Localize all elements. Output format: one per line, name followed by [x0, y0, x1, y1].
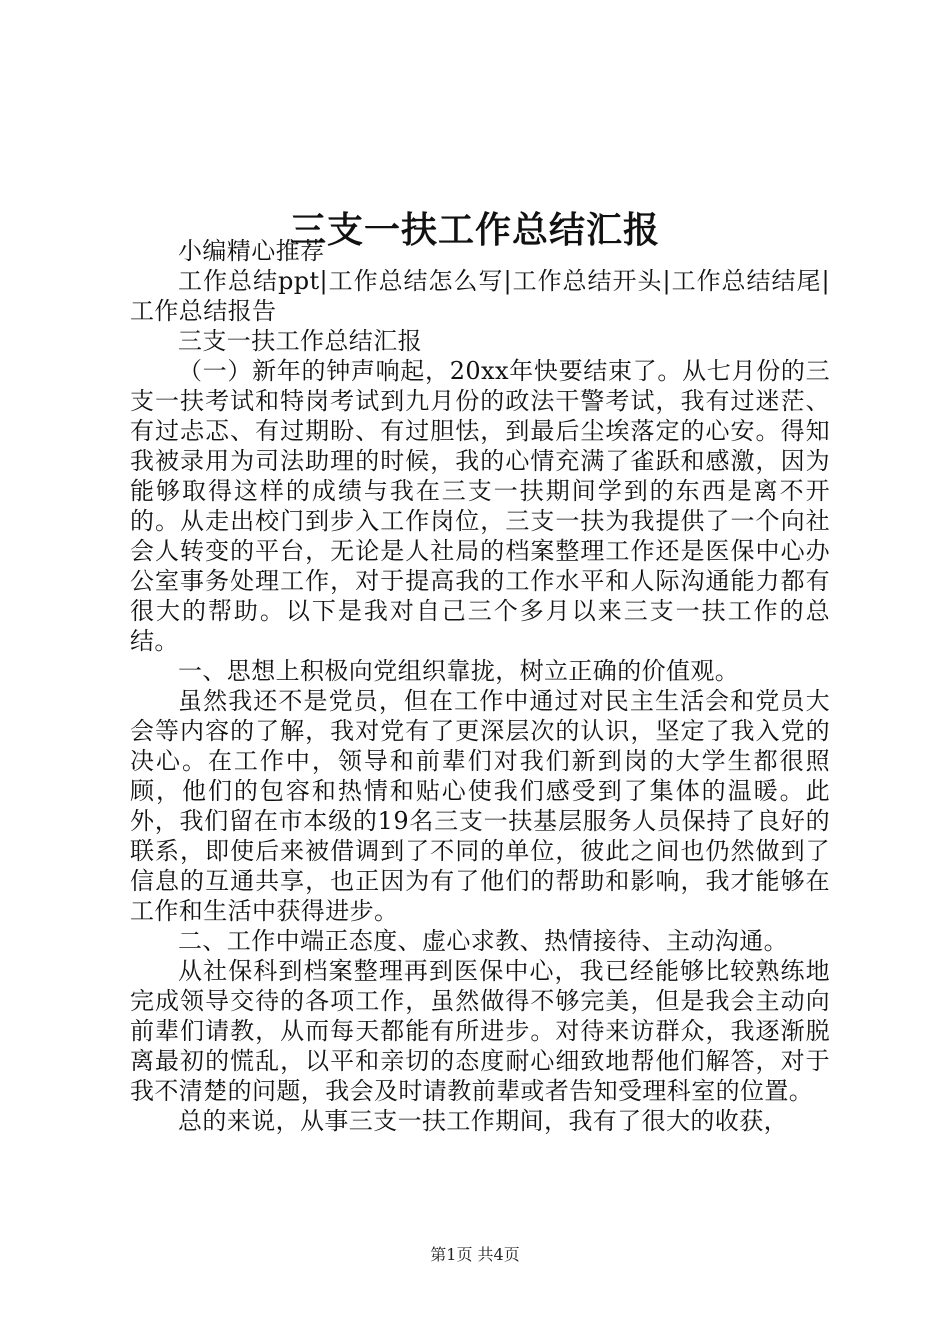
recommend-label: 小编精心推荐 — [178, 237, 325, 265]
document-title: 三支一扶工作总结汇报 — [289, 209, 660, 252]
document-body — [130, 236, 830, 1136]
section-paragraph-1: 虽然我还不是党员，但在工作中通过对民主生活会和党员大会等内容的了解，我对党有了更深层次的认识，坚定了我入党的决心。在工作中，领导和前辈们对我们新到岗的大学生都很照顾，他们的包容和热情和贴心使我们感受到了集体的温暖。此外，我们留在市本级的19名三支一扶基层服务人员保持了良好的联系，即使后来被借调到了不同的单位，彼此之间也仍然做到了信息的互通共享，也正因为有了他们的帮助和影响，我才能够在工作和生活中获得进步。 — [130, 687, 830, 925]
subtitle-paragraph: 三支一扶工作总结汇报 — [178, 327, 422, 355]
intro-paragraph: （一）新年的钟声响起，20xx年快要结束了。从七月份的三支一扶考试和特岗考试到九月份的政法干警考试，我有过迷茫、有过忐忑、有过期盼、有过胆怯，到最后尘埃落定的心安。得知我被录用为司法助理的时候，我的心情充满了雀跃和感激，因为能够取得这样的成绩与我在三支一扶期间学到的东西是离不开的。从走出校门到步入工作岗位，三支一扶为我提供了一个向社会人转变的平台，无论是人社局的档案整理工作还是医保中心办公室事务处理工作，对于提高我的工作水平和人际沟通能力都有很大的帮助。以下是我对自己三个多月以来三支一扶工作的总结。 — [130, 357, 830, 655]
section-heading-1: 一、思想上积极向党组织靠拢，树立正确的价值观。 — [178, 657, 740, 685]
related-links-line: 工作总结ppt|工作总结怎么写|工作总结开头|工作总结结尾|工作总结报告 — [130, 267, 830, 325]
section-heading-2: 二、工作中端正态度、虚心求教、热情接待、主动沟通。 — [178, 927, 788, 955]
summary-paragraph: 总的来说，从事三支一扶工作期间，我有了很大的收获， — [178, 1107, 788, 1135]
section-paragraph-2: 从社保科到档案整理再到医保中心，我已经能够比较熟练地完成领导交待的各项工作，虽然做得不够完美，但是我会主动向前辈们请教，从而每天都能有所进步。对待来访群众，我逐渐脱离最初的慌乱，以平和亲切的态度耐心细致地帮他们解答，对于我不清楚的问题，我会及时请教前辈或者告知受理科室的位置。 — [130, 957, 830, 1105]
page-number-footer: 第1页 共4页 — [430, 1245, 520, 1264]
